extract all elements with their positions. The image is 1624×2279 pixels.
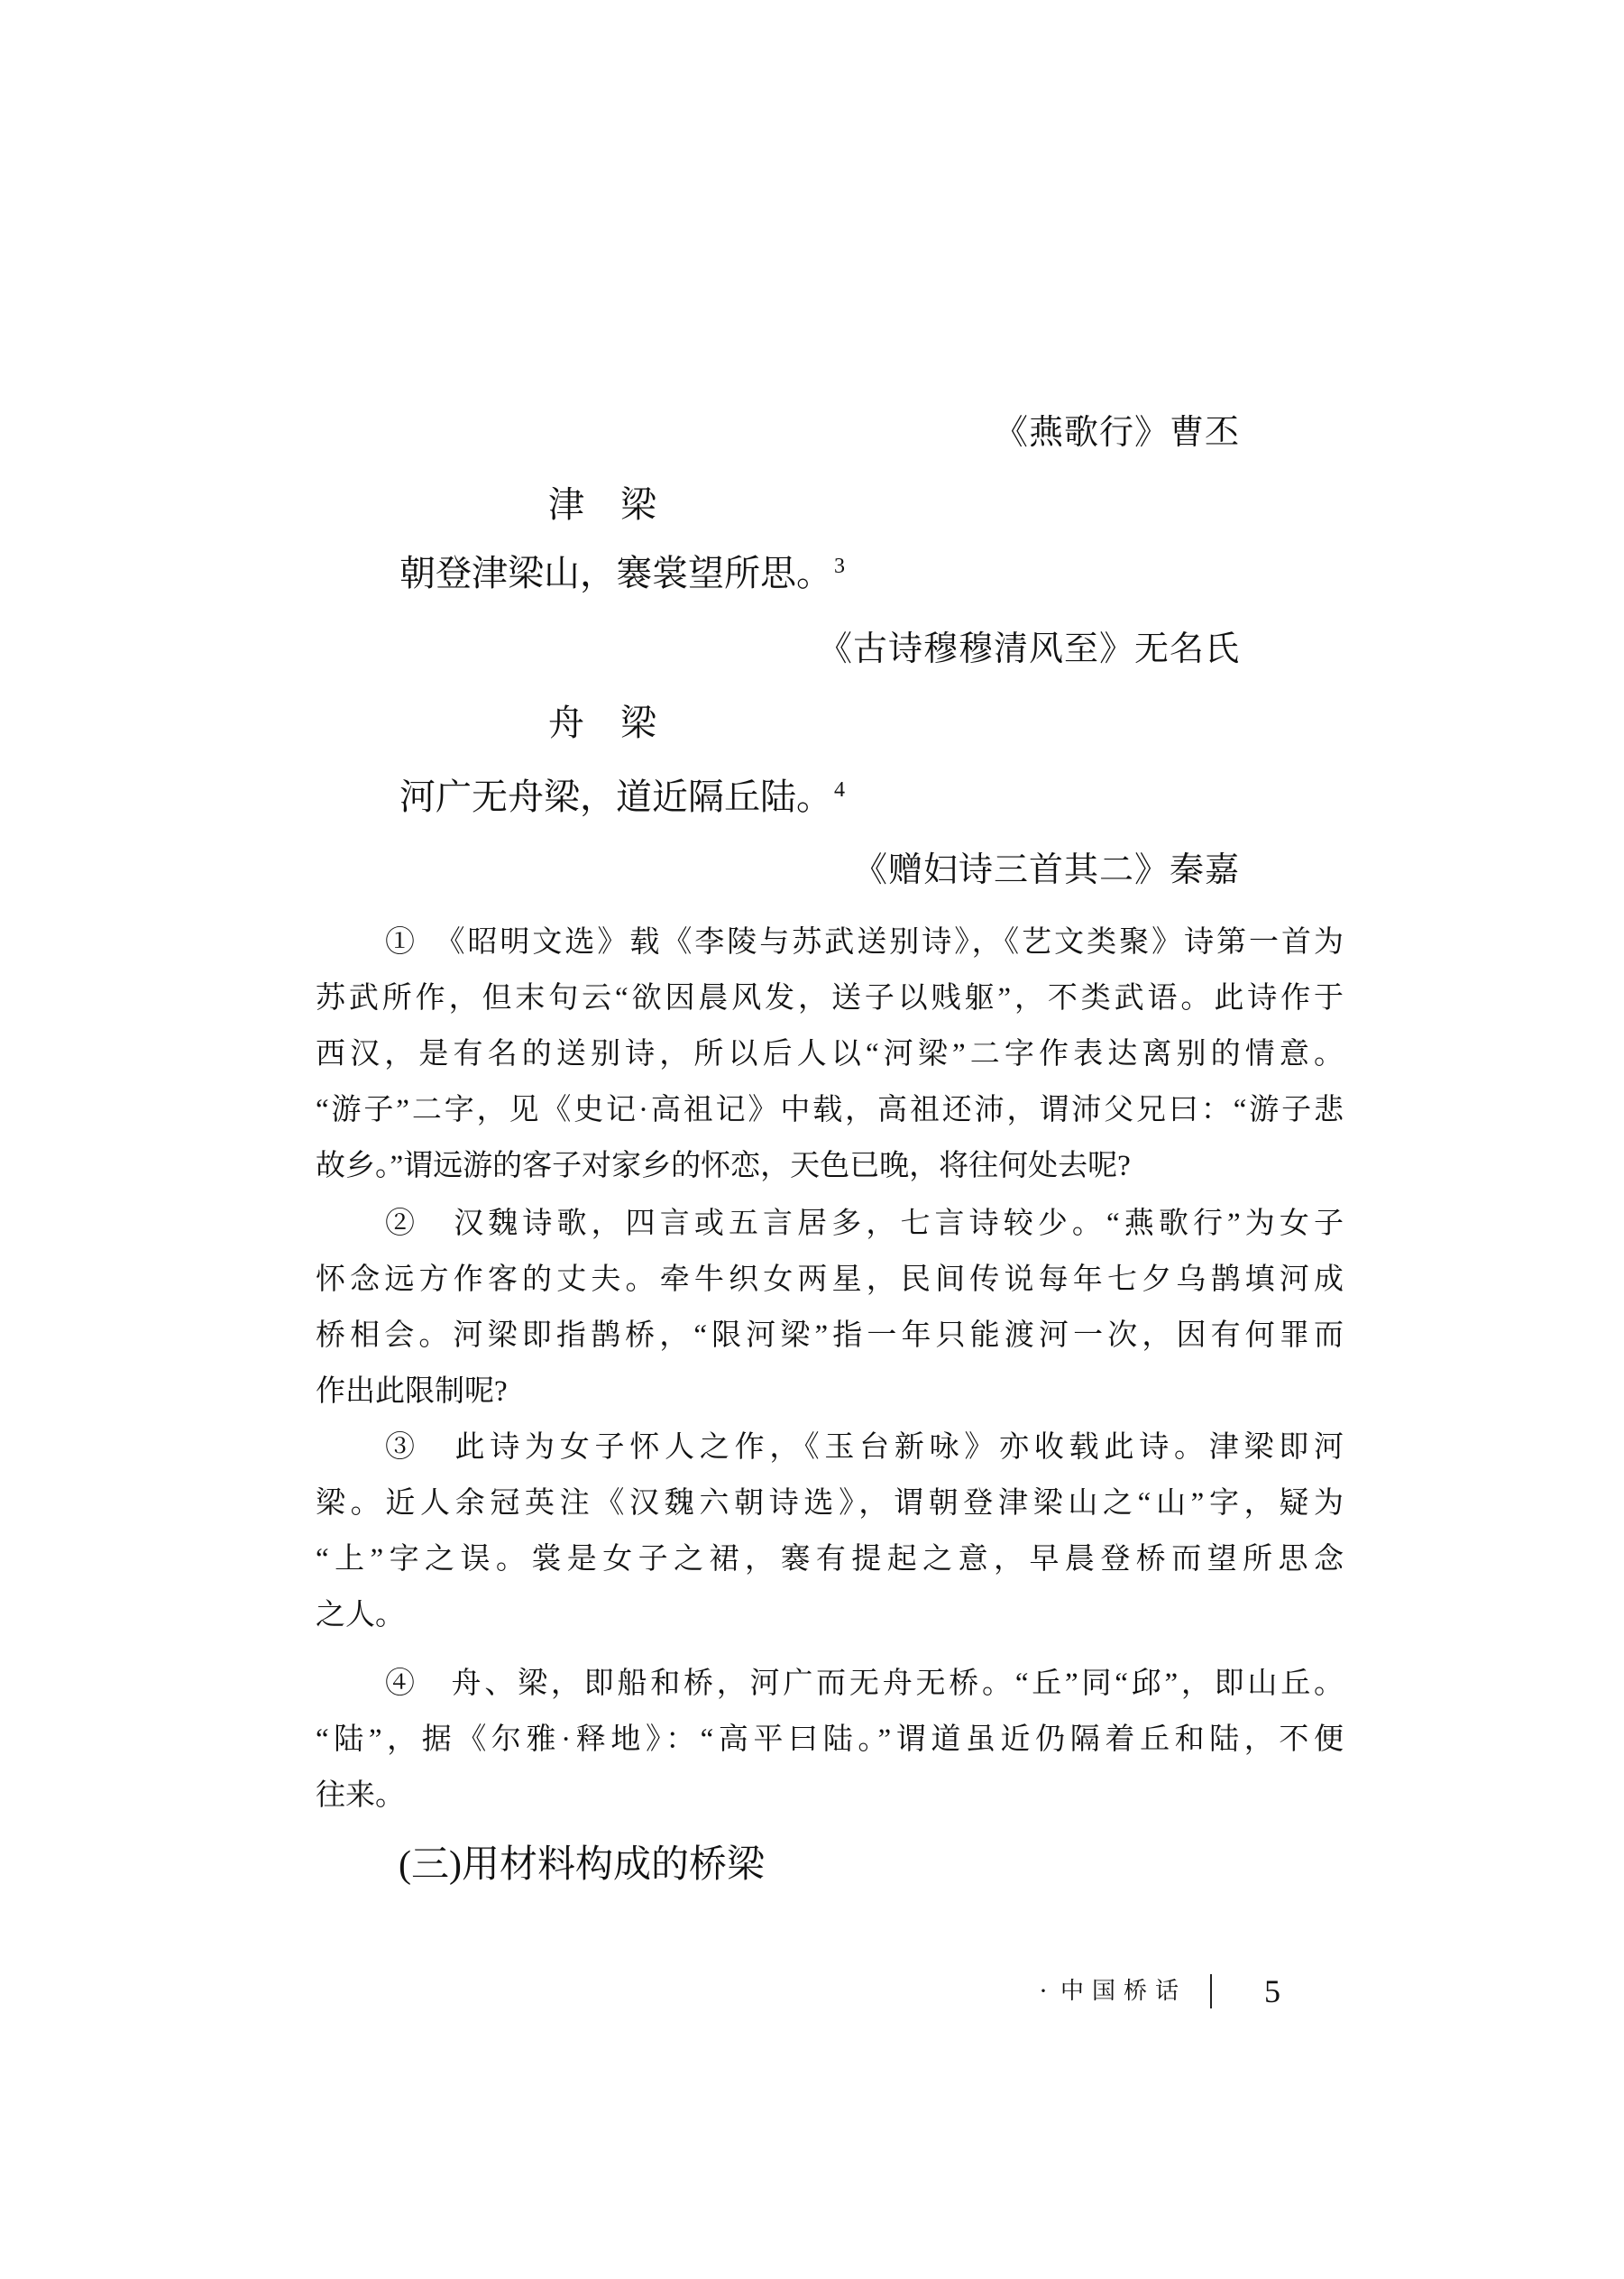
note-line: 往来。 (316, 1779, 405, 1812)
footnote-ref-3: 3 (834, 555, 845, 578)
note-line: 之人。 (316, 1599, 405, 1631)
note-line: “上”字之误。裳是女子之裙，褰有提起之意，早晨登桥而望所思念 (316, 1543, 1344, 1576)
page-footer (1039, 1970, 1280, 2013)
poem-title-zhouliang: 舟 梁 (548, 703, 656, 743)
note-paragraph-3 (316, 1420, 1344, 1643)
note-line: 西汉，是有名的送别诗，所以后人以“河梁”二字作表达离别的情意。 (316, 1038, 1344, 1071)
poem-attribution-gushi: 《古诗穆穆清风至》无名氏 (817, 630, 1240, 668)
note-line: ② 汉魏诗歌，四言或五言居多，七言诗较少。“燕歌行”为女子 (385, 1208, 1344, 1240)
note-line: 故乡。”谓远游的客子对家乡的怀恋，天色已晚，将往何处去呢? (316, 1150, 1131, 1182)
section-heading: (三)用材料构成的桥梁 (399, 1844, 765, 1886)
poem-title-jinliang: 津 梁 (548, 484, 656, 525)
book-title: 中国桥话 (1060, 1978, 1188, 2004)
note-line: “陆”，据《尔雅·释地》：“高平曰陆。”谓道虽近仍隔着丘和陆，不便 (316, 1723, 1344, 1756)
note-line: 苏武所作，但末句云“欲因晨风发，送子以贱躯”，不类武语。此诗作于 (316, 982, 1344, 1015)
verse-text: 朝登津梁山，褰裳望所思。 (399, 553, 832, 593)
verse-text: 河广无舟梁，道近隔丘陆。 (399, 777, 832, 817)
note-paragraph-1 (316, 914, 1344, 1194)
footer-divider (1210, 1974, 1212, 2008)
note-line: ④ 舟、梁，即船和桥，河广而无舟无桥。“丘”同“邱”，即山丘。 (385, 1668, 1344, 1700)
poem-attribution-zengfushi: 《赠妇诗三首其二》秦嘉 (852, 851, 1240, 889)
footnote-ref-4: 4 (834, 778, 845, 802)
note-paragraph-4 (316, 1656, 1344, 1824)
verse-line-zhouliang (399, 776, 845, 824)
note-line: ① 《昭明文选》载《李陵与苏武送别诗》，《艺文类聚》诗第一首为 (385, 926, 1344, 959)
note-line: 梁。近人余冠英注《汉魏六朝诗选》，谓朝登津梁山之“山”字，疑为 (316, 1487, 1344, 1520)
note-line: “游子”二字，见《史记·高祖记》中载，高祖还沛，谓沛父兄曰：“游子悲 (316, 1094, 1344, 1126)
page-number: 5 (1264, 1973, 1281, 2009)
note-line: ③ 此诗为女子怀人之作，《玉台新咏》亦收载此诗。津梁即河 (385, 1431, 1344, 1464)
note-paragraph-2 (316, 1196, 1344, 1420)
poem-attribution-yangexing: 《燕歌行》曹丕 (993, 414, 1240, 452)
note-line: 怀念远方作客的丈夫。牵牛织女两星，民间传说每年七夕乌鹊填河成 (316, 1264, 1344, 1296)
verse-line-jinliang (399, 552, 845, 601)
footer-dot: · (1039, 1976, 1048, 2006)
note-line: 桥相会。河梁即指鹊桥，“限河梁”指一年只能渡河一次，因有何罪而 (316, 1319, 1344, 1352)
note-line: 作出此限制呢? (316, 1375, 508, 1408)
